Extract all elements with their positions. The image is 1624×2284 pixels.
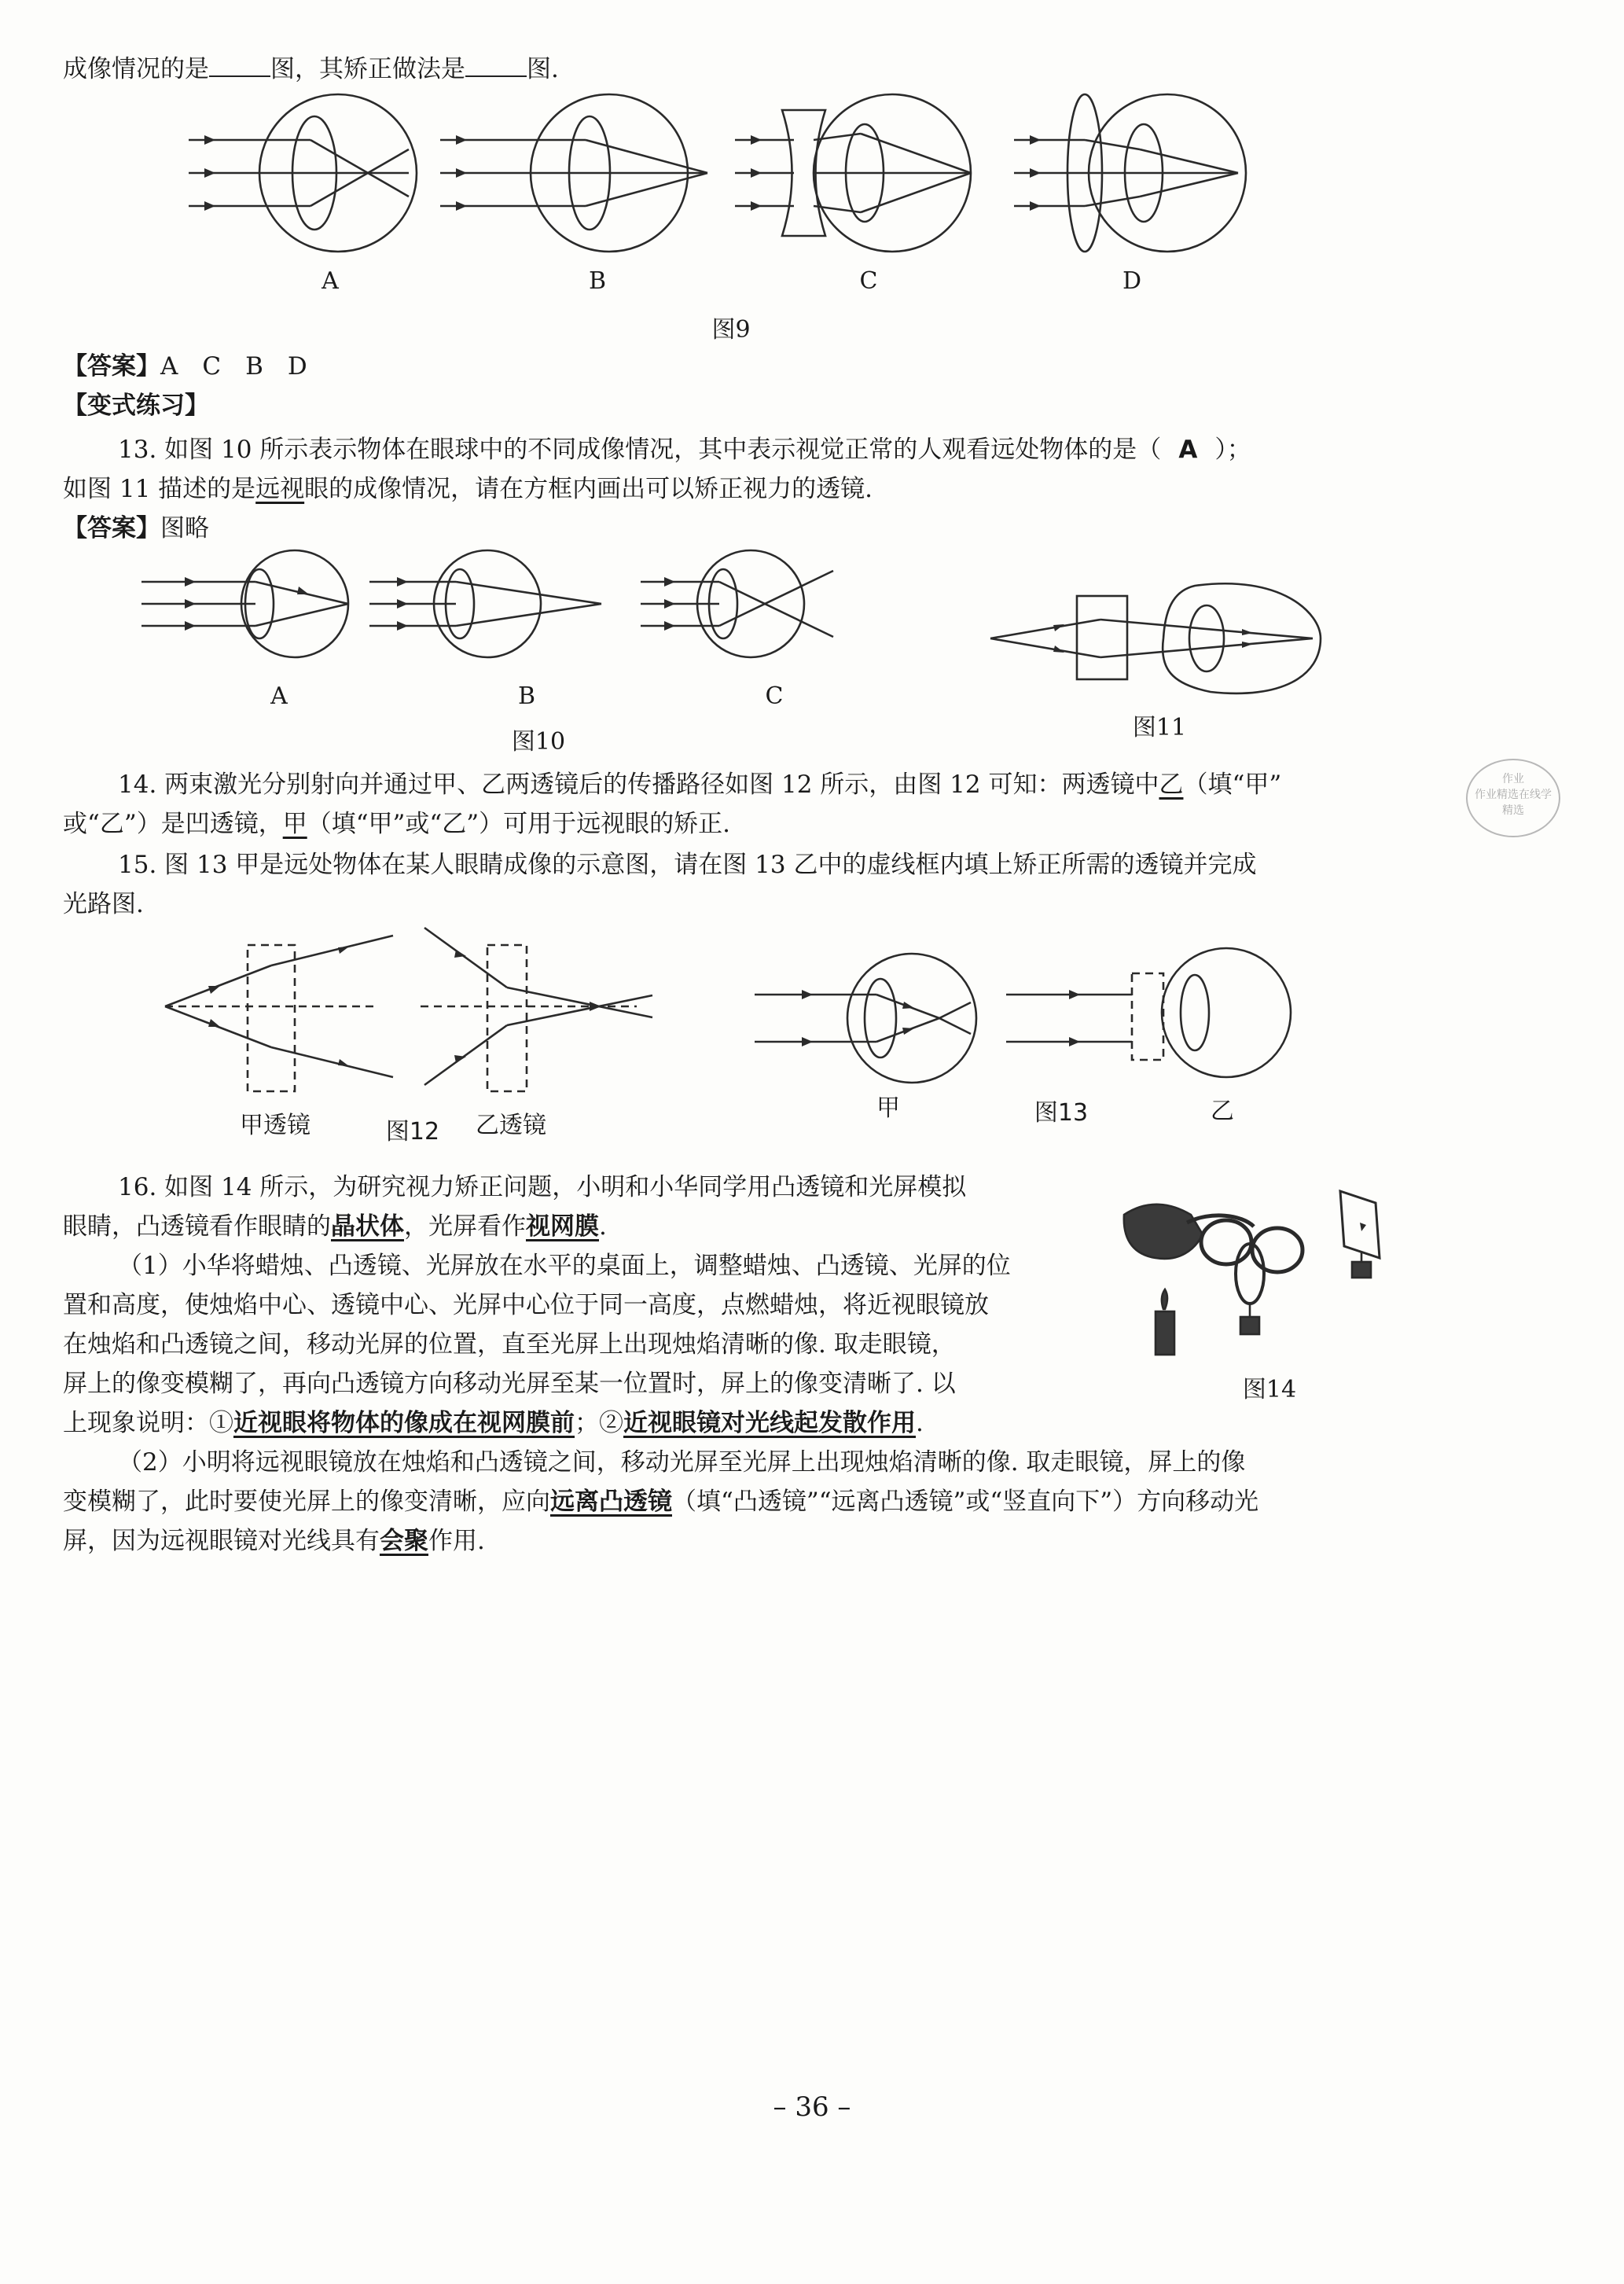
fig10-caption: 图10: [511, 728, 566, 756]
text: 图.: [527, 55, 559, 83]
fig10-label-b: B: [517, 682, 536, 710]
figure-11-diagram: [983, 582, 1336, 708]
fig12-label-yi: 乙透镜: [476, 1112, 546, 1139]
stamp-text: 作业: [1502, 773, 1524, 785]
fig9-label-b: B: [588, 267, 607, 295]
figure-9-diagram: [173, 94, 1368, 299]
hand-holding-glasses: [1124, 1205, 1303, 1272]
q14-answer-2: 甲: [282, 810, 307, 838]
stamp-text: 精选: [1502, 804, 1524, 817]
fig12-lens-jia: [165, 936, 393, 1091]
fig9-eye-a: [189, 94, 417, 252]
figure-14-illustration: [1116, 1179, 1407, 1368]
fig9-caption: 图9: [711, 316, 751, 344]
q16-answer-2: 视网膜: [526, 1212, 599, 1241]
fig13-eye-jia: [755, 954, 976, 1083]
fig9-eye-b: [440, 94, 707, 252]
text: 如图 11 描述的是: [63, 475, 256, 503]
watermark-stamp: [1466, 759, 1560, 837]
q16-line1: 16. 如图 14 所示，为研究视力矫正问题，小明和小华同学用凸透镜和光屏模拟: [118, 1173, 967, 1201]
fig9-label-a: A: [321, 267, 339, 295]
candle: [1156, 1289, 1174, 1355]
text: 眼的成像情况，请在方框内画出可以矫正视力的透镜.: [304, 475, 873, 503]
answer-tag: 【答案】: [63, 514, 160, 542]
fig13-label-jia: 甲: [876, 1094, 900, 1122]
q16-answer-5: 远离凸透镜: [550, 1488, 672, 1516]
text: 14. 两束激光分别射向并通过甲、乙两透镜后的传播路径如图 12 所示，由图 12 可知：两透镜中: [118, 771, 1159, 799]
fig13-eye-yi: [1006, 948, 1291, 1077]
fig9-label-c: C: [859, 267, 878, 295]
q15-line2: 光路图.: [63, 890, 144, 918]
blank: [209, 52, 270, 77]
q16-p1-line1: （1）小华将蜡烛、凸透镜、光屏放在水平的桌面上，调整蜡烛、凸透镜、光屏的位: [118, 1252, 1011, 1280]
figure-10-diagram: [138, 550, 924, 676]
text: （填“甲”: [1183, 771, 1282, 799]
q16-answer-1: 晶状体: [331, 1212, 404, 1241]
q13-answer-2: 远视: [255, 475, 305, 503]
q14-line2: [63, 807, 730, 841]
fig12-caption: 图12: [385, 1118, 440, 1146]
q16-p1-line2: 置和高度，使烛焰中心、透镜中心、光屏中心位于同一高度，点燃蜡烛，将近视眼镜放: [63, 1291, 989, 1319]
q14-answer-1: 乙: [1159, 771, 1184, 799]
q16-answer-6: 会聚: [380, 1527, 428, 1555]
q16-answer-4: 近视眼镜对光线起发散作用: [623, 1409, 916, 1437]
fig12-label-jia: 甲透镜: [240, 1112, 310, 1139]
q16-p2-line2: [63, 1484, 1258, 1519]
text: 成像情况的是: [63, 55, 209, 83]
q16-p1-line5: [63, 1406, 924, 1440]
convex-lens-on-stand: [1236, 1244, 1264, 1334]
text: ；②: [575, 1409, 623, 1437]
fig9-eye-d: [1014, 94, 1246, 252]
fig9-label-d: D: [1122, 267, 1142, 295]
text: 作用.: [428, 1527, 485, 1555]
fig9-eye-c: [735, 94, 971, 252]
text: （填“甲”或“乙”）可用于远视眼的矫正.: [307, 810, 730, 838]
fig10-label-a: A: [270, 682, 288, 710]
text: .: [916, 1409, 924, 1437]
figure-13-diagram: [755, 951, 1321, 1109]
text: 眼睛，凸透镜看作眼睛的: [63, 1212, 331, 1241]
q13-answer: A: [1178, 436, 1198, 464]
q16-p2-line3: [63, 1524, 485, 1558]
q13-answer-line: [63, 511, 209, 546]
page-number: – 36 –: [773, 2091, 851, 2123]
fig11-caption: 图11: [1132, 714, 1187, 741]
text: 图，其矫正做法是: [270, 55, 465, 83]
fig10-eye-b: [369, 550, 601, 657]
fig13-caption: 图13: [1034, 1099, 1089, 1127]
text: 13. 如图 10 所示表示物体在眼球中的不同成像情况，其中表示视觉正常的人观看远处物体的是（: [118, 436, 1162, 464]
fig10-eye-a: [141, 550, 348, 657]
answer-value: 图略: [160, 514, 209, 542]
text: 上现象说明：①: [63, 1409, 233, 1437]
q14-line1: [118, 767, 1281, 802]
question-text-line: [63, 52, 559, 86]
fig14-caption: 图14: [1242, 1376, 1297, 1403]
answer-tag: 【答案】: [63, 352, 160, 381]
fig12-lens-yi: [421, 928, 652, 1091]
fig10-eye-c: [641, 550, 833, 657]
q16-p1-line3: 在烛焰和凸透镜之间，移动光屏的位置，直至光屏上出现烛焰清晰的像. 取走眼镜，: [63, 1330, 956, 1359]
blank: [465, 52, 527, 77]
fig10-label-c: C: [765, 682, 784, 710]
fig13-label-yi: 乙: [1211, 1098, 1234, 1125]
text: （填“凸透镜”“远离凸透镜”或“竖直向下”）方向移动光: [672, 1488, 1259, 1516]
q13-line2: [63, 472, 873, 506]
q16-answer-3: 近视眼将物体的像成在视网膜前: [233, 1409, 575, 1437]
text: 或“乙”）是凹透镜，: [63, 810, 283, 838]
answer-value: A C B D: [160, 352, 307, 381]
text: ）；: [1214, 436, 1251, 464]
stamp-text: 作业精选在线学: [1475, 789, 1552, 801]
answer-line: [63, 349, 307, 384]
q13-line1: [118, 432, 1251, 467]
q15-line1: 15. 图 13 甲是远处物体在某人眼睛成像的示意图，请在图 13 乙中的虚线框内填上矫正所需的透镜并完成: [118, 851, 1257, 879]
text: 屏，因为远视眼镜对光线具有: [63, 1527, 380, 1555]
q16-line2: [63, 1209, 607, 1244]
figure-12-diagram: [165, 928, 668, 1109]
text: ，光屏看作: [404, 1212, 526, 1241]
variant-practice-heading: 【变式练习】: [63, 392, 209, 420]
q16-p2-line1: （2）小明将远视眼镜放在烛焰和凸透镜之间，移动光屏至光屏上出现烛焰清晰的像. 取走眼镜，屏上的像: [118, 1448, 1246, 1477]
q16-p1-line4: 屏上的像变模糊了，再向凸透镜方向移动光屏至某一位置时，屏上的像变清晰了. 以: [63, 1370, 956, 1398]
text: .: [599, 1212, 607, 1241]
text: 变模糊了，此时要使光屏上的像变清晰，应向: [63, 1488, 550, 1516]
light-screen: [1340, 1191, 1380, 1278]
